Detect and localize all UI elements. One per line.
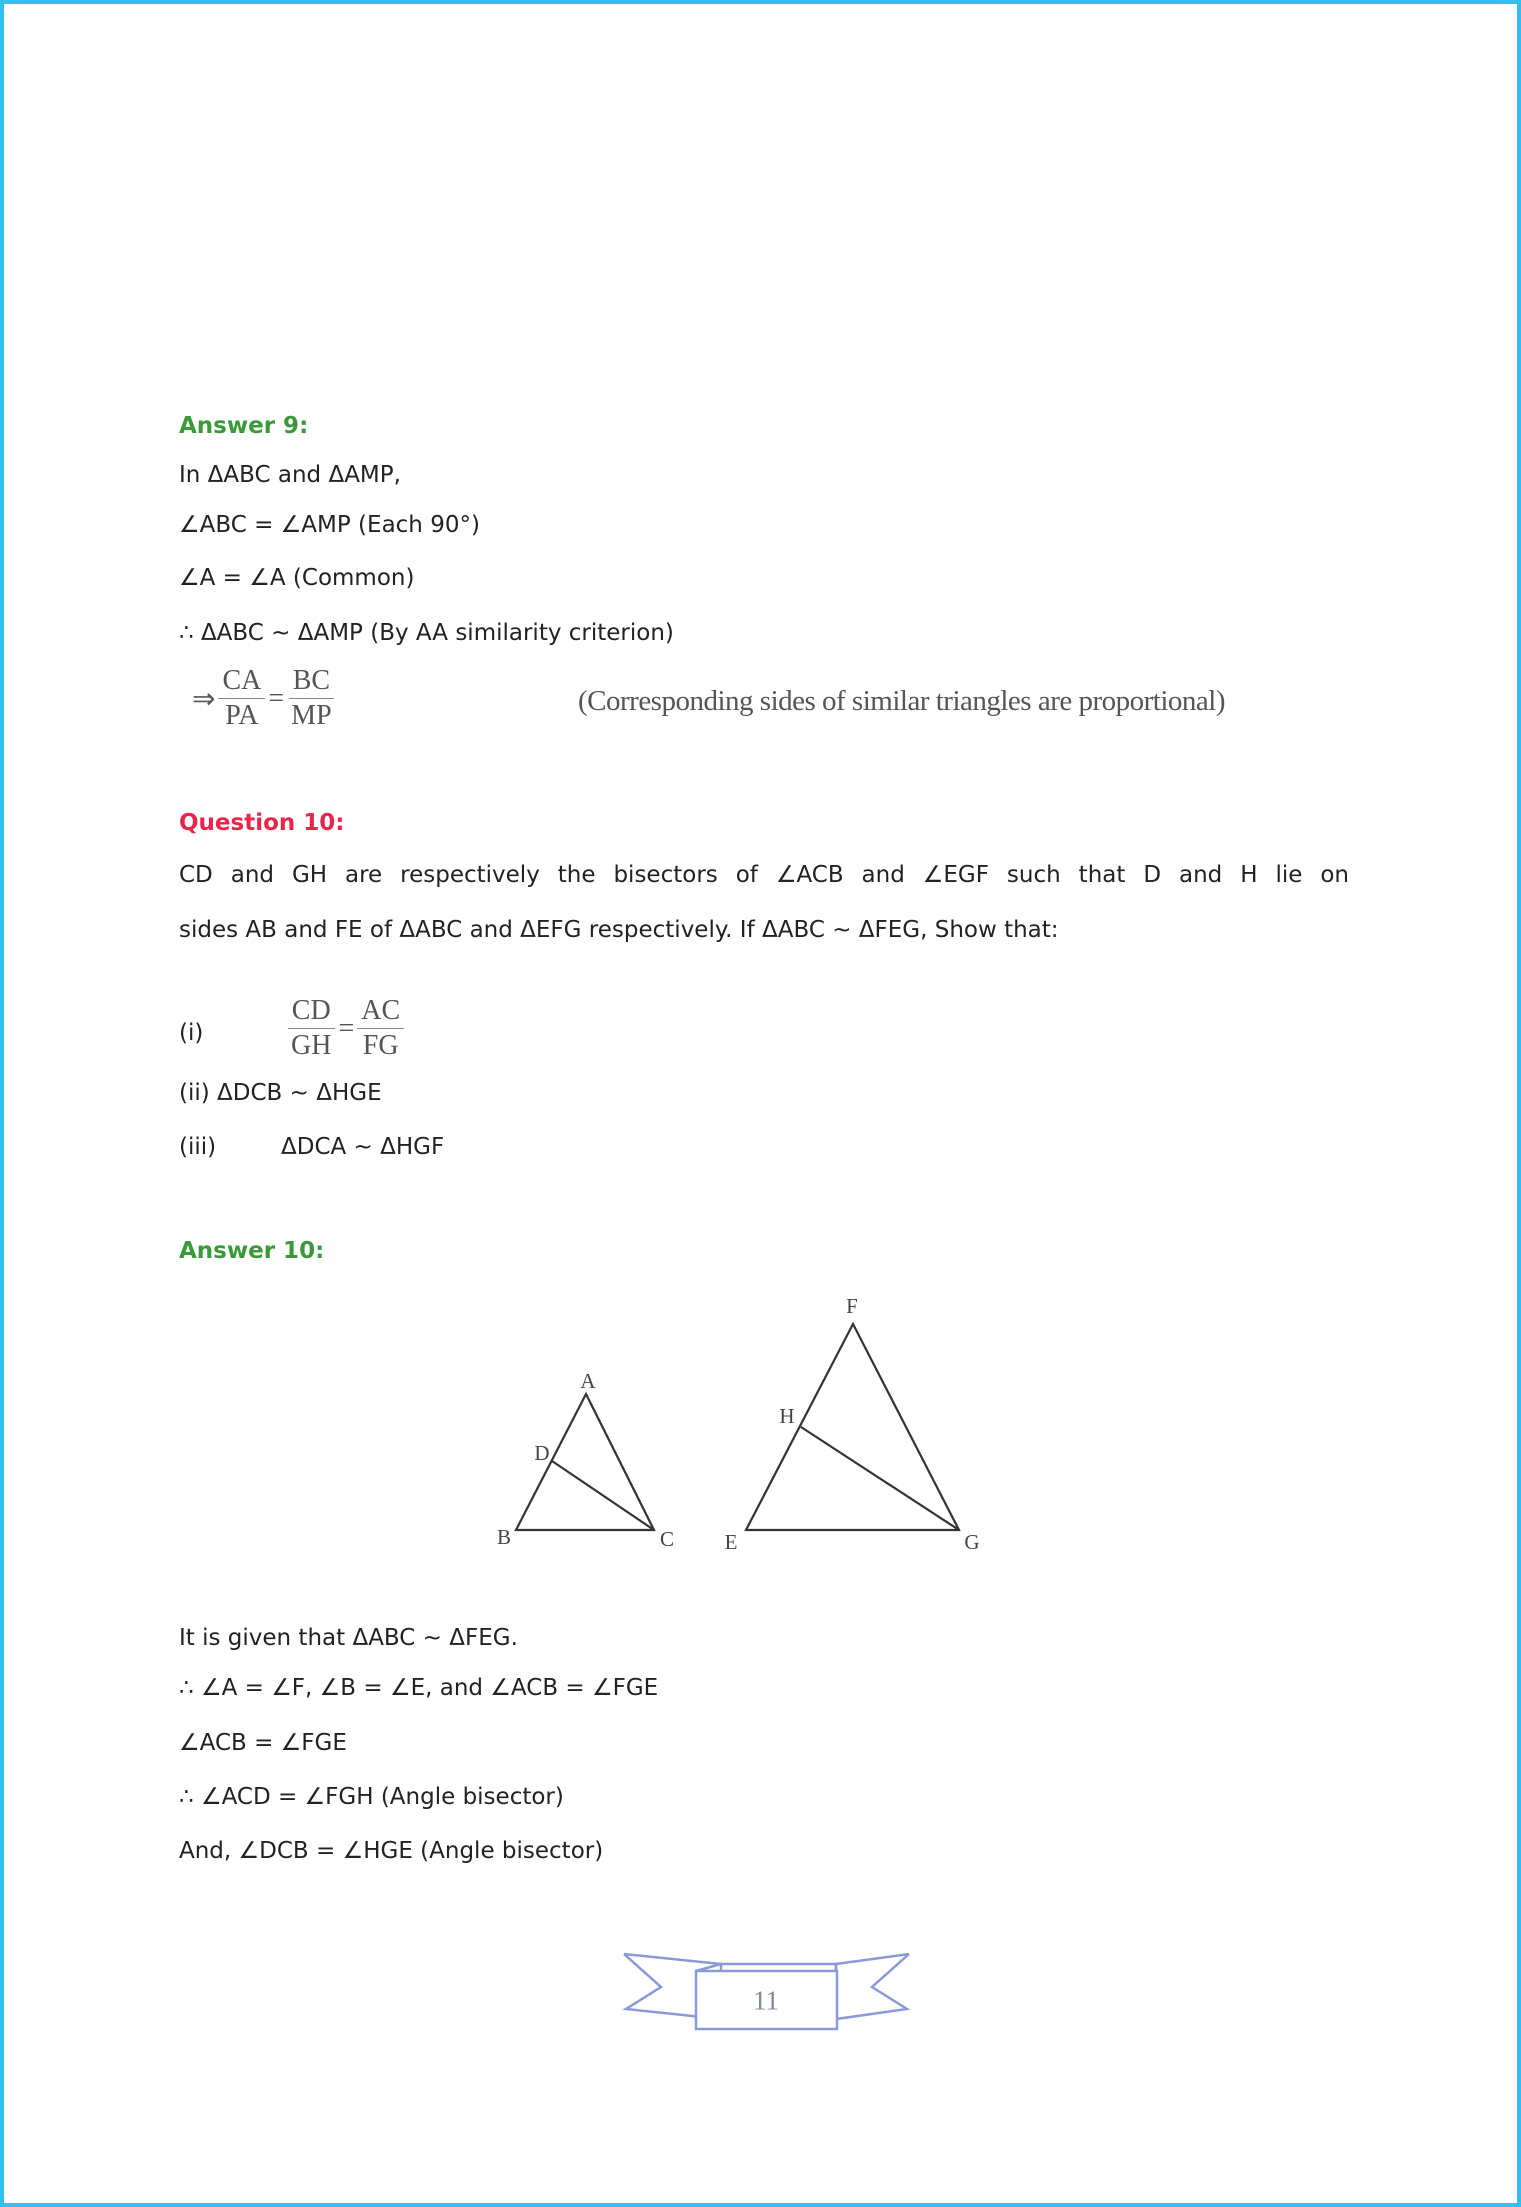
- question-text: sides AB and FE of ΔABC and ΔEFG respectively. If ΔABC ~ ΔFEG, Show that:: [179, 917, 1059, 943]
- answer-line: In ΔABC and ΔAMP,: [179, 462, 401, 488]
- numerator: CA: [218, 664, 265, 699]
- answer-10-heading: Answer 10:: [179, 1238, 325, 1264]
- answer-line: ∠A = ∠A (Common): [179, 565, 415, 591]
- equals: =: [268, 682, 285, 714]
- part-i-label: (i): [179, 1020, 204, 1046]
- label-h: H: [779, 1404, 795, 1428]
- label-e: E: [724, 1530, 738, 1554]
- label-a: A: [580, 1369, 596, 1393]
- equals: =: [338, 1012, 355, 1044]
- numerator: CD: [288, 994, 335, 1029]
- bisector-gh: [801, 1427, 959, 1530]
- reason-note: (Corresponding sides of similar triangles are proportional): [578, 685, 1226, 717]
- label-c: C: [659, 1527, 675, 1551]
- answer-line: ∴ ΔABC ~ ΔAMP (By AA similarity criterion): [179, 620, 674, 646]
- question-10-heading: Question 10:: [179, 810, 345, 836]
- part-ii: (ii) ΔDCB ~ ΔHGE: [179, 1080, 382, 1106]
- bisector-cd: [552, 1461, 654, 1530]
- label-b: B: [496, 1525, 512, 1549]
- answer-line: ∴ ∠A = ∠F, ∠B = ∠E, and ∠ACB = ∠FGE: [179, 1675, 659, 1701]
- numerator: BC: [289, 664, 334, 699]
- answer-line: And, ∠DCB = ∠HGE (Angle bisector): [179, 1838, 604, 1864]
- denominator: FG: [362, 1030, 399, 1061]
- part-iii-label: (iii): [179, 1134, 217, 1160]
- label-f: F: [846, 1294, 858, 1318]
- answer-line: ∠ACB = ∠FGE: [179, 1730, 347, 1756]
- answer-9-heading: Answer 9:: [179, 413, 309, 439]
- numerator: AC: [357, 994, 404, 1029]
- part-iii: ΔDCA ~ ΔHGF: [281, 1134, 445, 1160]
- triangle-feg: [746, 1324, 959, 1530]
- answer-line: ∴ ∠ACD = ∠FGH (Angle bisector): [179, 1784, 564, 1810]
- denominator: PA: [225, 700, 259, 731]
- triangle-figure: [4, 4, 1521, 2207]
- page-number: 11: [753, 1985, 779, 2016]
- denominator: GH: [291, 1030, 332, 1061]
- label-g: G: [964, 1530, 980, 1554]
- denominator: MP: [291, 700, 332, 731]
- answer-line: ∠ABC = ∠AMP (Each 90°): [179, 512, 480, 538]
- label-d: D: [534, 1441, 550, 1465]
- answer-line: It is given that ΔABC ~ ΔFEG.: [179, 1625, 518, 1651]
- question-text: CD and GH are respectively the bisectors of ∠ACB and ∠EGF such that D and H lie on: [179, 862, 1349, 888]
- implies-symbol: ⇒: [192, 683, 216, 715]
